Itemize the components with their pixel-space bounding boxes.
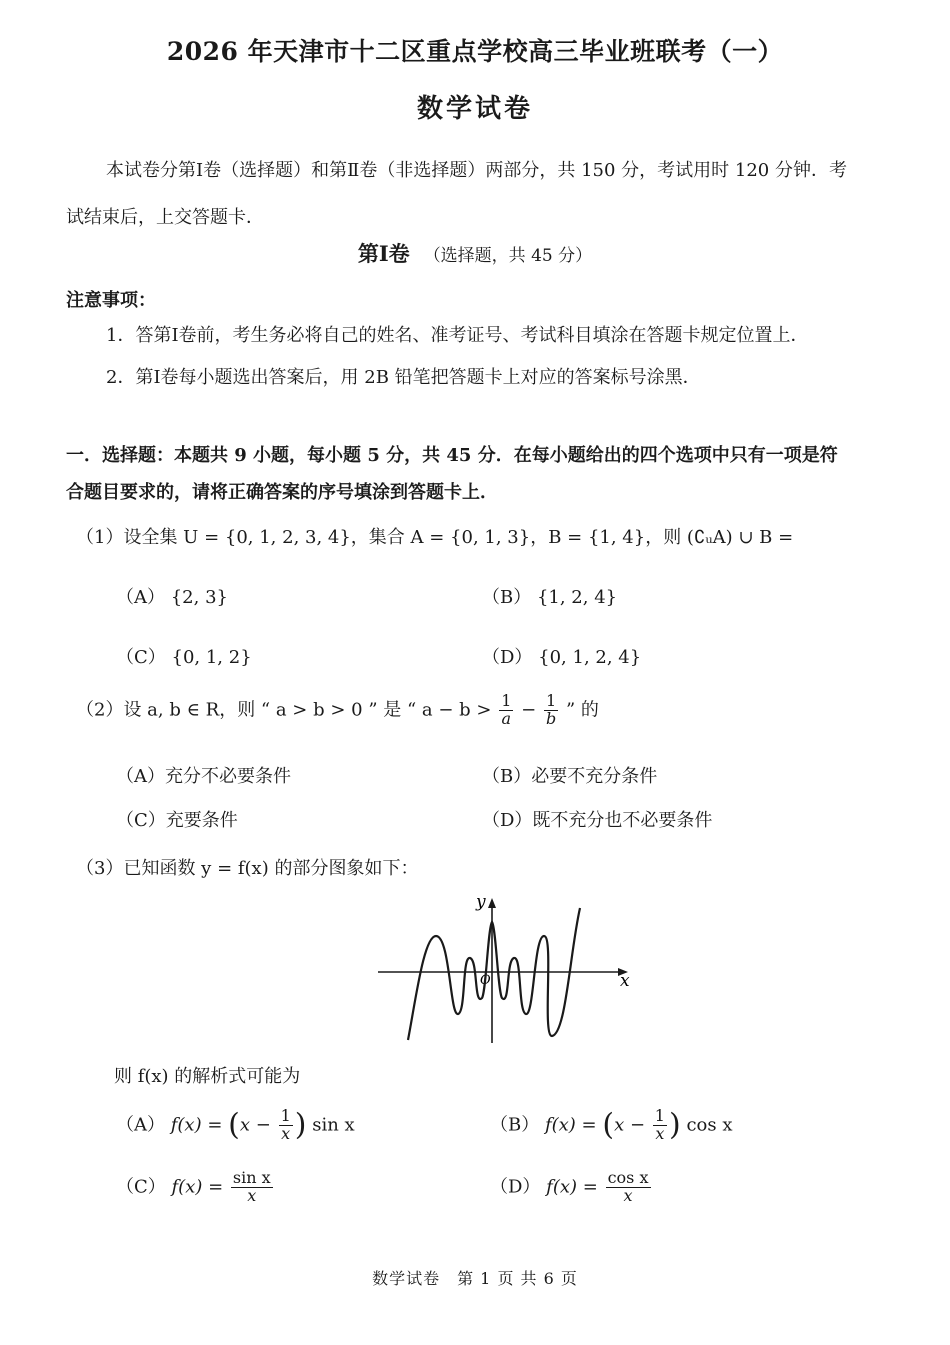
fraction-denominator: x bbox=[281, 1123, 291, 1143]
q3-option-d bbox=[490, 1170, 653, 1205]
q2-option-c: （C）充要条件 bbox=[116, 810, 238, 831]
fraction-denominator: x bbox=[247, 1185, 257, 1205]
question-3-ask: 则 f(x) 的解析式可能为 bbox=[114, 1066, 301, 1087]
q1-option-a: （A） {2, 3} bbox=[116, 587, 228, 608]
option-lhs: f(x) = bbox=[170, 1114, 223, 1136]
question-1-stem: （1）设全集 U = {0, 1, 2, 3, 4}，集合 A = {0, 1, 3}，B = {1, 4}，则 (∁ᵤA) ∪ B = bbox=[76, 527, 794, 548]
question-2-stem bbox=[76, 693, 599, 728]
fraction-denominator: a bbox=[501, 708, 512, 728]
paper-subject-title: 数学试卷 bbox=[416, 94, 533, 124]
fraction-sin-over-x bbox=[231, 1170, 273, 1205]
fraction-numerator: 1 bbox=[654, 1106, 665, 1125]
section-instruction-2: 合题目要求的，请将正确答案的序号填涂到答题卡上． bbox=[66, 482, 498, 503]
q2-stem-pre: （2）设 a, b ∈ R，则 “ a > b > 0 ” 是 “ a − b > bbox=[76, 699, 492, 721]
section-instruction-1: 一．选择题：本题共 9 小题，每小题 5 分，共 45 分．在每小题给出的四个选项中只有一项是符 bbox=[66, 445, 838, 466]
q2-option-a: （A）充分不必要条件 bbox=[116, 766, 291, 787]
option-label: （D） bbox=[490, 1176, 541, 1198]
left-paren-icon: ( bbox=[228, 1107, 240, 1143]
option-label: （A） bbox=[116, 1114, 165, 1136]
fraction-numerator: 1 bbox=[280, 1106, 291, 1125]
q3-option-c bbox=[116, 1170, 275, 1205]
x-axis-label: x bbox=[620, 971, 630, 991]
option-tail: cos x bbox=[686, 1114, 733, 1136]
q1-option-d: （D） {0, 1, 2, 4} bbox=[482, 647, 642, 668]
q2-stem-post: ” 的 bbox=[565, 699, 599, 721]
option-inner: x − bbox=[614, 1114, 646, 1136]
left-paren-icon: ( bbox=[602, 1107, 615, 1143]
y-axis-label: y bbox=[476, 892, 486, 912]
option-tail: sin x bbox=[312, 1114, 355, 1136]
intro-line-2: 试结束后，上交答题卡． bbox=[66, 207, 264, 228]
exam-title: 2026 年天津市十二区重点学校高三毕业班联考（一） bbox=[166, 37, 784, 66]
option-label: （C） bbox=[116, 1176, 166, 1198]
right-paren-icon: ) bbox=[668, 1107, 681, 1143]
volume-subtitle: （选择题，共 45 分） bbox=[423, 246, 593, 266]
function-curve bbox=[408, 908, 580, 1040]
fraction-denominator: x bbox=[623, 1185, 633, 1205]
option-lhs: f(x) = bbox=[544, 1114, 597, 1136]
minus-sign: − bbox=[521, 699, 537, 721]
option-label: （B） bbox=[490, 1114, 540, 1136]
function-graph bbox=[370, 888, 640, 1048]
q2-option-b: （B）必要不充分条件 bbox=[482, 766, 658, 787]
q3-option-b bbox=[490, 1108, 732, 1143]
volume-title: 第Ⅰ卷 bbox=[357, 241, 410, 266]
fraction-1-over-x bbox=[653, 1108, 667, 1143]
fraction-1-over-x bbox=[279, 1108, 293, 1143]
option-lhs: f(x) = bbox=[171, 1176, 224, 1198]
fraction-numerator: cos x bbox=[607, 1168, 649, 1187]
option-lhs: f(x) = bbox=[546, 1176, 598, 1198]
q1-option-b: （B） {1, 2, 4} bbox=[482, 587, 618, 608]
intro-line-1: 本试卷分第Ⅰ卷（选择题）和第Ⅱ卷（非选择题）两部分，共 150 分，考试用时 120 分钟．考 bbox=[106, 160, 847, 181]
fraction-numerator: sin x bbox=[232, 1168, 271, 1187]
fraction-denominator: b bbox=[545, 708, 557, 728]
q2-fraction-1-over-a bbox=[499, 693, 513, 728]
fraction-denominator: x bbox=[655, 1123, 665, 1143]
question-3-stem: （3）已知函数 y = f(x) 的部分图象如下： bbox=[76, 858, 419, 879]
q3-option-a bbox=[116, 1108, 355, 1143]
y-axis-arrow-icon bbox=[488, 898, 496, 908]
fraction-cos-over-x bbox=[606, 1170, 651, 1205]
origin-label: O bbox=[480, 973, 491, 988]
fraction-numerator: 1 bbox=[501, 691, 512, 710]
volume-heading bbox=[0, 238, 950, 268]
notice-item: 1．答第Ⅰ卷前，考生务必将自己的姓名、准考证号、考试科目填涂在答题卡规定位置上． bbox=[106, 325, 809, 346]
right-paren-icon: ) bbox=[294, 1107, 307, 1143]
q2-fraction-1-over-b bbox=[544, 693, 558, 728]
fraction-numerator: 1 bbox=[544, 693, 558, 711]
page-footer: 数学试卷 第 1 页 共 6 页 bbox=[372, 1269, 578, 1288]
q1-option-c: （C） {0, 1, 2} bbox=[116, 647, 252, 668]
notice-heading: 注意事项： bbox=[66, 290, 156, 311]
notice-item: 2．第Ⅰ卷每小题选出答案后，用 2B 铅笔把答题卡上对应的答案标号涂黑． bbox=[106, 367, 701, 388]
q2-option-d: （D）既不充分也不必要条件 bbox=[482, 810, 713, 831]
option-inner: x − bbox=[239, 1114, 271, 1136]
